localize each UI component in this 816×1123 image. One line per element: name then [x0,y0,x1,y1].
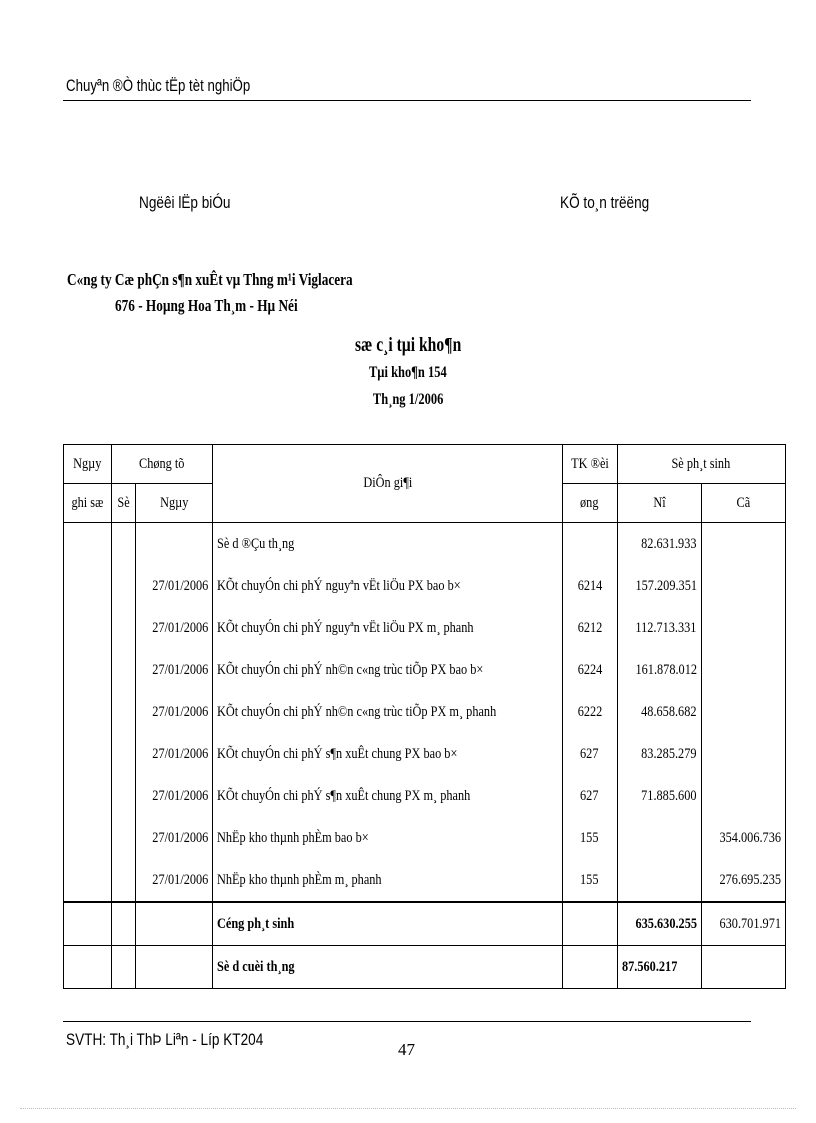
table-row [64,649,786,691]
page-edge-dots [20,1108,796,1109]
header-account: TK ®èi [562,445,617,484]
row-description: NhËp kho thµnh phÈm m¸ phanh [213,859,563,902]
total-debit: 635.630.255 [617,902,701,946]
row-date: 27/01/2006 [135,859,212,902]
row-date: 27/01/2006 [135,565,212,607]
row-description: KÕt chuyÓn chi phÝ nh©n c«ng trùc tiÕp PX m¸ phanh [213,691,563,733]
row-credit [701,649,785,691]
row-credit [701,565,785,607]
row-date: 27/01/2006 [135,733,212,775]
page-number: 47 [398,1040,415,1059]
header-account-2: øng [562,484,617,523]
row-credit [701,523,785,566]
row-description: Sè d ®Çu th¸ng [213,523,563,566]
row-debit: 82.631.933 [617,523,701,566]
row-description: KÕt chuyÓn chi phÝ nh©n c«ng trùc tiÕp PX bao b× [213,649,563,691]
row-account: 627 [562,733,617,775]
table-row [64,565,786,607]
row-date: 27/01/2006 [135,649,212,691]
document-period: Th¸ng 1/2006 [372,391,444,408]
header-date: Ngµy [64,445,112,484]
row-debit: 71.885.600 [617,775,701,817]
header-voucher-date: Ngµy [135,484,212,523]
row-date: 27/01/2006 [135,607,212,649]
row-debit [617,817,701,859]
ledger-table [63,444,786,989]
row-debit: 161.878.012 [617,649,701,691]
row-account: 155 [562,817,617,859]
row-account: 6222 [562,691,617,733]
total-label: Céng ph¸t sinh [213,902,563,946]
table-row [64,775,786,817]
row-description: KÕt chuyÓn chi phÝ s¶n xuÊt chung PX bao b× [213,733,563,775]
row-debit [617,859,701,902]
company-address: 676 - Hoµng Hoa Th¸m - Hµ Néi [115,296,298,315]
header-voucher-no: Sè [111,484,135,523]
row-description: NhËp kho thµnh phÈm bao b× [213,817,563,859]
row-account: 155 [562,859,617,902]
row-debit: 112.713.331 [617,607,701,649]
closing-row [64,946,786,989]
row-credit [701,691,785,733]
closing-debit: 87.560.217 [617,946,701,989]
company-name: C«ng ty Cæ phÇn s¶n xuÊt vµ Thng m¹i Viglacera [67,270,353,289]
row-credit: 276.695.235 [701,859,785,902]
row-date: 27/01/2006 [135,691,212,733]
header-voucher: Chøng tõ [111,445,212,484]
total-row [64,902,786,946]
header-description: DiÔn gi¶i [213,445,563,523]
header-amount: Sè ph¸t sinh [617,445,785,484]
table-row [64,817,786,859]
footer-student: SVTH: Th¸i ThÞ Liªn - Líp KT204 [66,1030,264,1049]
header-title: Chuyªn ®Ò thùc tËp tèt nghiÖp [66,76,251,95]
total-credit: 630.701.971 [701,902,785,946]
row-debit: 157.209.351 [617,565,701,607]
row-account: 6224 [562,649,617,691]
closing-label: Sè d cuèi th¸ng [213,946,563,989]
header-credit: Cã [701,484,785,523]
document-title: sæ c¸i tµi kho¶n [354,334,462,356]
row-date: 27/01/2006 [135,775,212,817]
signature-preparer: Ngëêi lËp biÓu [139,193,231,212]
row-description: KÕt chuyÓn chi phÝ nguyªn vËt liÖu PX bao b× [213,565,563,607]
closing-credit [701,946,785,989]
row-debit: 48.658.682 [617,691,701,733]
row-date: 27/01/2006 [135,817,212,859]
footer-rule [63,1021,751,1022]
row-description: KÕt chuyÓn chi phÝ s¶n xuÊt chung PX m¸ phanh [213,775,563,817]
row-account: 6214 [562,565,617,607]
row-description: KÕt chuyÓn chi phÝ nguyªn vËt liÖu PX m¸ phanh [213,607,563,649]
row-account [562,523,617,566]
signature-chief-accountant: KÕ to¸n trëëng [560,193,650,212]
header-date-2: ghi sæ [64,484,112,523]
row-account: 6212 [562,607,617,649]
document-account: Tµi kho¶n 154 [369,364,447,381]
header-debit: Nî [617,484,701,523]
table-row [64,691,786,733]
header-rule [63,100,751,101]
row-account: 627 [562,775,617,817]
table-row [64,733,786,775]
table-row [64,607,786,649]
row-credit [701,607,785,649]
row-credit [701,775,785,817]
table-row [64,859,786,902]
table-row [64,523,786,566]
row-credit [701,733,785,775]
row-credit: 354.006.736 [701,817,785,859]
row-debit: 83.285.279 [617,733,701,775]
